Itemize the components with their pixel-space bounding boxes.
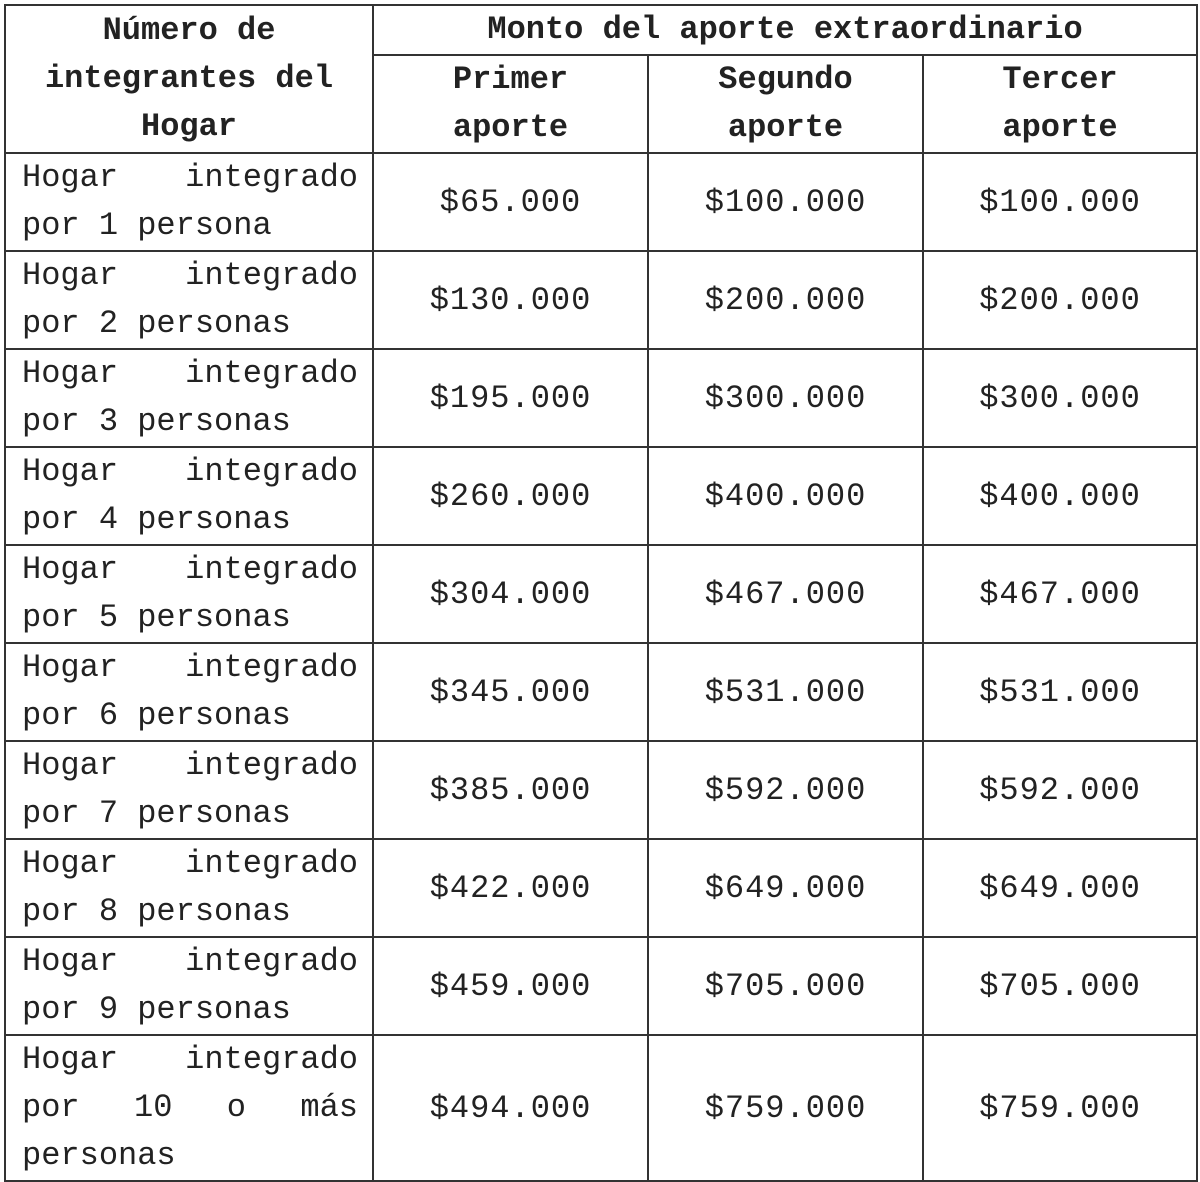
- household-label-line: Hogar integrado: [22, 943, 358, 980]
- household-label-line: por 1 persona: [22, 207, 272, 244]
- tercer-aporte-value: $100.000: [923, 153, 1197, 251]
- header-monto: Monto del aporte extraordinario: [373, 5, 1197, 55]
- primer-aporte-value: $260.000: [373, 447, 648, 545]
- header-primer-aporte: Primer aporte: [373, 55, 648, 153]
- household-label-line: Hogar integrado: [22, 355, 358, 392]
- primer-aporte-value: $494.000: [373, 1035, 648, 1181]
- segundo-aporte-value: $100.000: [648, 153, 923, 251]
- primer-aporte-value: $385.000: [373, 741, 648, 839]
- segundo-aporte-value: $649.000: [648, 839, 923, 937]
- household-label-line: Hogar integrado: [22, 159, 358, 196]
- household-label: [5, 839, 373, 937]
- table-row: [5, 741, 1197, 839]
- segundo-aporte-value: $400.000: [648, 447, 923, 545]
- table-row: [5, 545, 1197, 643]
- household-label-line: Hogar integrado: [22, 747, 358, 784]
- household-label-line: por 10 o más: [22, 1089, 358, 1126]
- table-row: [5, 447, 1197, 545]
- household-label-line: por 3 personas: [22, 403, 291, 440]
- segundo-aporte-value: $300.000: [648, 349, 923, 447]
- table-row: [5, 153, 1197, 251]
- aporte-table: [4, 4, 1198, 1182]
- household-label-line: Hogar integrado: [22, 453, 358, 490]
- household-label-line: por 5 personas: [22, 599, 291, 636]
- table-row: [5, 251, 1197, 349]
- household-label: [5, 1035, 373, 1181]
- tercer-aporte-value: $467.000: [923, 545, 1197, 643]
- tercer-aporte-value: $200.000: [923, 251, 1197, 349]
- table-row: [5, 937, 1197, 1035]
- table-row: [5, 643, 1197, 741]
- tercer-aporte-value: $759.000: [923, 1035, 1197, 1181]
- primer-aporte-value: $130.000: [373, 251, 648, 349]
- segundo-aporte-value: $200.000: [648, 251, 923, 349]
- household-label: [5, 153, 373, 251]
- primer-aporte-value: $304.000: [373, 545, 648, 643]
- segundo-aporte-value: $759.000: [648, 1035, 923, 1181]
- household-label: [5, 545, 373, 643]
- household-label: [5, 251, 373, 349]
- household-label-line: por 4 personas: [22, 501, 291, 538]
- household-label: [5, 447, 373, 545]
- household-label-line: Hogar integrado: [22, 649, 358, 686]
- tercer-aporte-value: $705.000: [923, 937, 1197, 1035]
- tercer-aporte-value: $649.000: [923, 839, 1197, 937]
- household-label-line: personas: [22, 1137, 176, 1174]
- household-label: [5, 741, 373, 839]
- primer-aporte-value: $422.000: [373, 839, 648, 937]
- header-segundo-aporte: Segundo aporte: [648, 55, 923, 153]
- header-integrantes: Número de integrantes del Hogar: [5, 5, 373, 153]
- household-label: [5, 349, 373, 447]
- primer-aporte-value: $459.000: [373, 937, 648, 1035]
- table-row: [5, 349, 1197, 447]
- segundo-aporte-value: $531.000: [648, 643, 923, 741]
- household-label-line: por 8 personas: [22, 893, 291, 930]
- tercer-aporte-value: $300.000: [923, 349, 1197, 447]
- household-label-line: Hogar integrado: [22, 845, 358, 882]
- tercer-aporte-value: $592.000: [923, 741, 1197, 839]
- segundo-aporte-value: $705.000: [648, 937, 923, 1035]
- household-label-line: por 7 personas: [22, 795, 291, 832]
- household-label-line: por 6 personas: [22, 697, 291, 734]
- household-label-line: Hogar integrado: [22, 551, 358, 588]
- household-label: [5, 937, 373, 1035]
- segundo-aporte-value: $592.000: [648, 741, 923, 839]
- primer-aporte-value: $65.000: [373, 153, 648, 251]
- header-tercer-aporte: Tercer aporte: [923, 55, 1197, 153]
- household-label-line: por 9 personas: [22, 991, 291, 1028]
- household-label-line: Hogar integrado: [22, 1041, 358, 1078]
- tercer-aporte-value: $531.000: [923, 643, 1197, 741]
- household-label-line: por 2 personas: [22, 305, 291, 342]
- household-label-line: Hogar integrado: [22, 257, 358, 294]
- table-row: [5, 839, 1197, 937]
- table-row: [5, 1035, 1197, 1181]
- primer-aporte-value: $345.000: [373, 643, 648, 741]
- segundo-aporte-value: $467.000: [648, 545, 923, 643]
- household-label: [5, 643, 373, 741]
- tercer-aporte-value: $400.000: [923, 447, 1197, 545]
- primer-aporte-value: $195.000: [373, 349, 648, 447]
